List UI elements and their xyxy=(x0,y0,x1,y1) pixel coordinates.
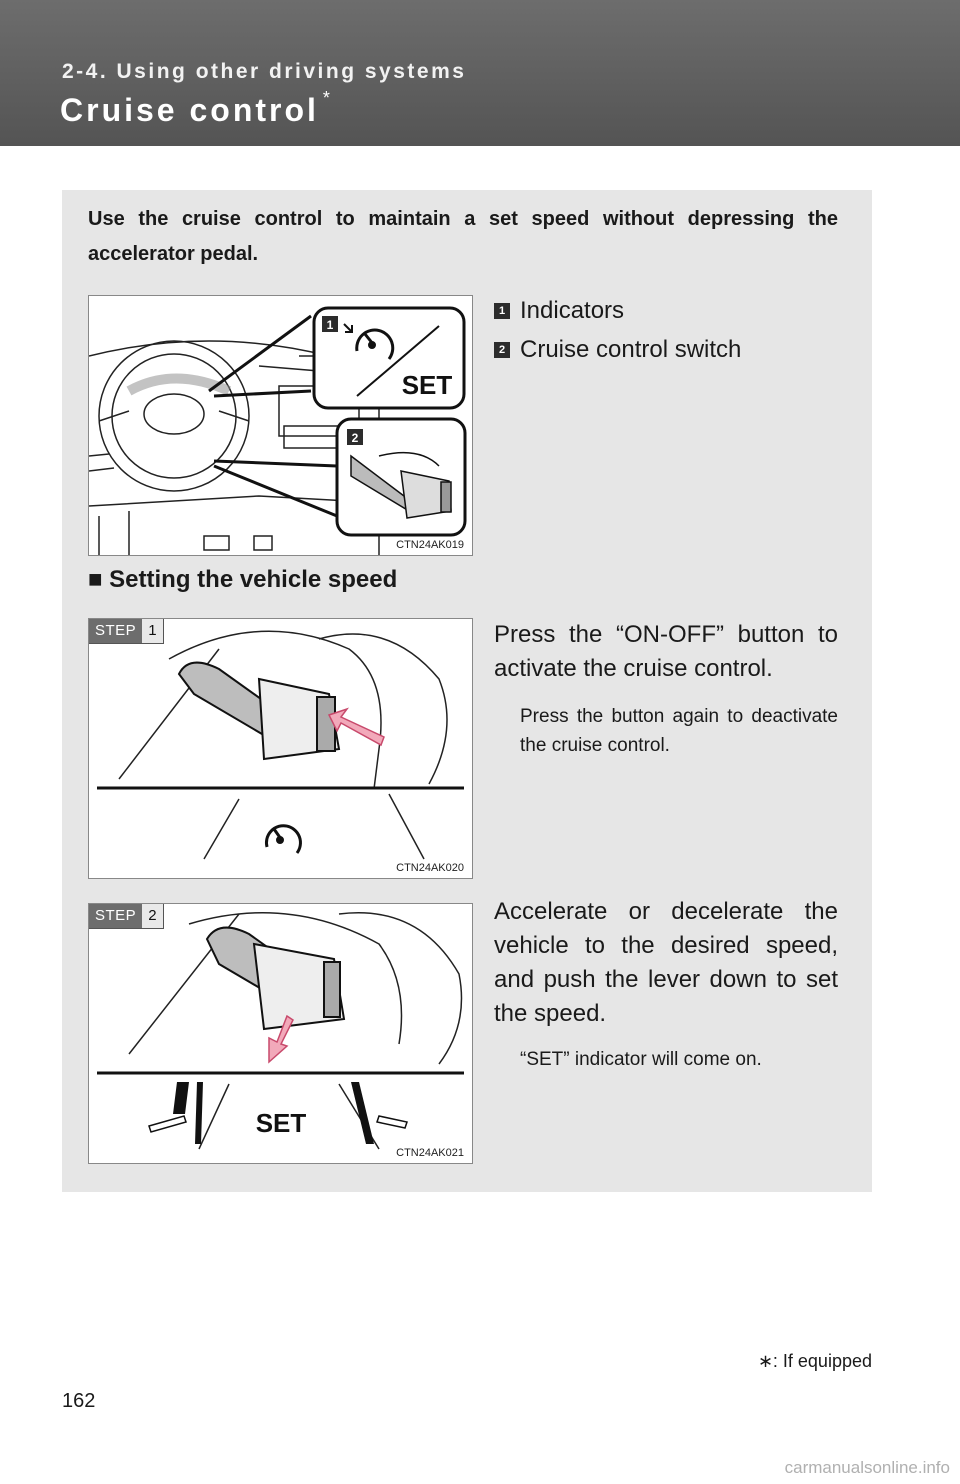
step-word: STEP xyxy=(89,904,142,928)
callout-2-label: 2 xyxy=(351,431,359,445)
intro-text: Use the cruise control to maintain a set speed without depressing the accelerator pedal. xyxy=(88,208,838,265)
step2-note: “SET” indicator will come on. xyxy=(520,1049,762,1070)
cruise-indicator-icon xyxy=(266,826,300,853)
set-indicator-label: SET xyxy=(255,1108,307,1138)
step-number: 1 xyxy=(142,619,162,643)
if-equipped-mark: * xyxy=(322,88,333,108)
watermark: carmanualsonline.info xyxy=(784,1458,950,1477)
step-number: 2 xyxy=(142,904,162,928)
step1-figure xyxy=(88,618,473,879)
legend-item-cruise-switch xyxy=(494,336,741,364)
legend-label: Indicators xyxy=(520,297,625,324)
page-title xyxy=(60,88,333,129)
legend-label: Cruise control switch xyxy=(520,336,742,363)
chapter-header xyxy=(0,0,960,146)
step1-text: Press the “ON-OFF” button to activate the cruise control. xyxy=(494,621,838,682)
cruise-lever xyxy=(179,663,339,759)
section-label: 2-4. Using other driving systems xyxy=(62,60,467,83)
legend-item-indicators xyxy=(494,297,624,325)
subheading-setting-speed: ■ Setting the vehicle speed xyxy=(88,566,398,593)
step1-note: Press the button again to deactivate the cruise control. xyxy=(520,706,838,756)
step1-illustration xyxy=(89,619,473,879)
step2-figure xyxy=(88,903,473,1164)
step-tag xyxy=(89,619,164,644)
page-title-text: Cruise control xyxy=(60,92,319,128)
legend-badge: 1 xyxy=(494,303,510,319)
figure-code: CTN24AK019 xyxy=(396,539,464,551)
footnote-if-equipped: ∗: If equipped xyxy=(757,1351,872,1371)
callout-1-label: 1 xyxy=(326,318,334,332)
figure-code: CTN24AK020 xyxy=(396,862,464,874)
legend-badge: 2 xyxy=(494,342,510,358)
cruise-lever xyxy=(207,928,344,1029)
page-number: 162 xyxy=(62,1390,96,1412)
step2-illustration xyxy=(89,904,473,1164)
step-word: STEP xyxy=(89,619,142,643)
overview-figure xyxy=(88,295,473,556)
step2-text: Accelerate or decelerate the vehicle to the desired speed, and push the lever down to set the speed. xyxy=(494,898,838,1027)
figure-code: CTN24AK021 xyxy=(396,1147,464,1159)
step-tag xyxy=(89,904,164,929)
overview-illustration xyxy=(89,296,473,556)
set-indicator-label: SET xyxy=(401,370,453,400)
